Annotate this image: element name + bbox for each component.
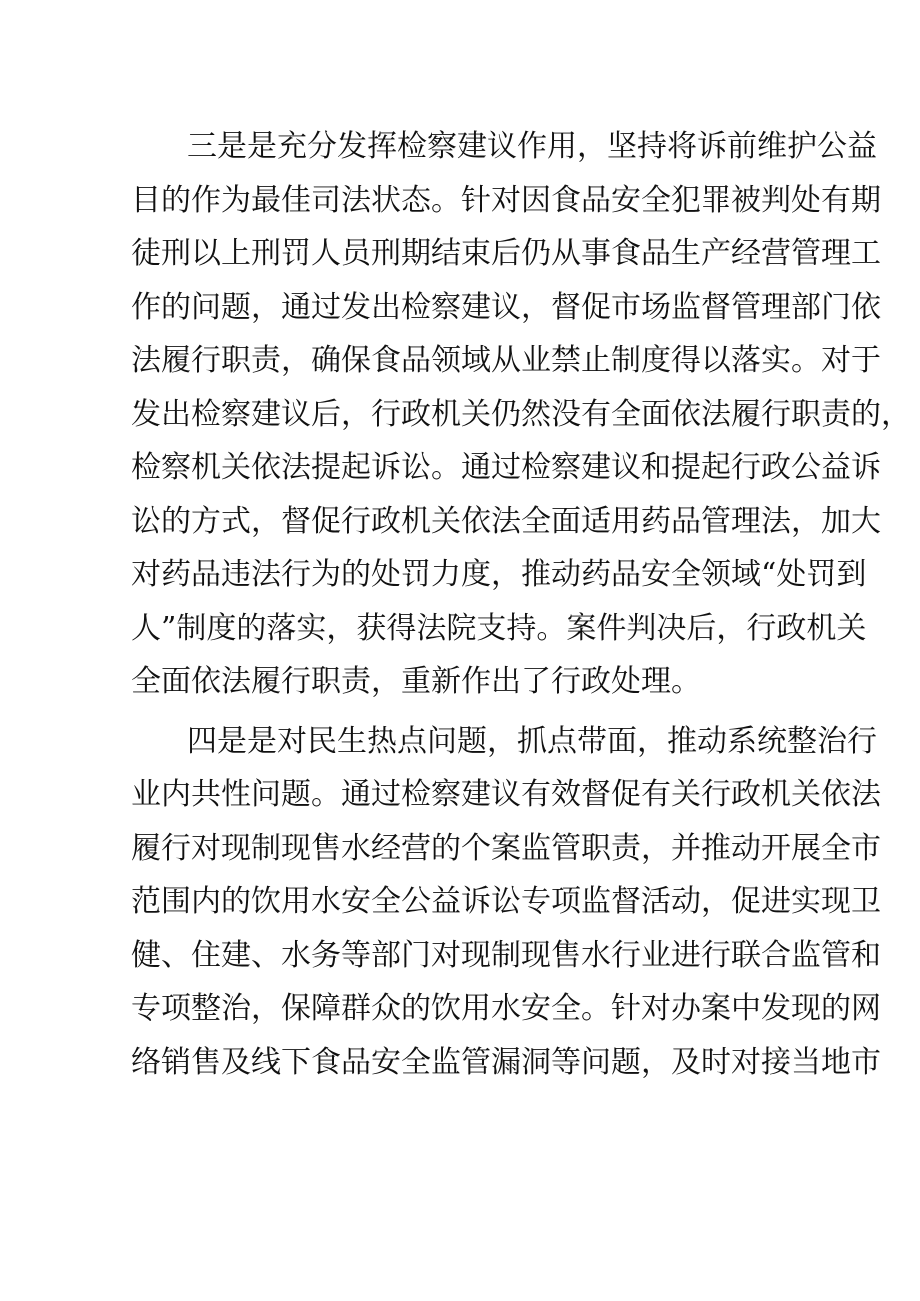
paragraph-line: 三是是充分发挥检察建议作用，坚持将诉前维护公益 — [187, 129, 877, 164]
paragraph-line: 全面依法履行职责，重新作出了行政处理。 — [131, 664, 701, 699]
paragraph-line: 四是是对民生热点问题，抓点带面，推动系统整治行 — [187, 723, 877, 759]
paragraph-line: 检察机关依法提起诉讼。通过检察建议和提起行政公益诉 — [131, 450, 881, 485]
paragraph-line: 履行对现制现售水经营的个案监管职责，并推动开展全市 — [131, 830, 881, 866]
paragraph-line: 目的作为最佳司法状态。针对因食品安全犯罪被判处有期 — [131, 182, 881, 218]
document-body — [131, 120, 911, 1089]
paragraph-line: 健、住建、水务等部门对现制现售水行业进行联合监管和 — [131, 937, 881, 973]
paragraph-1 — [131, 120, 911, 709]
paragraph-line: 讼的方式，督促行政机关依法全面适用药品管理法，加大 — [131, 503, 881, 539]
paragraph-line: 对药品违法行为的处罚力度，推动药品安全领域“处罚到 — [131, 557, 867, 592]
paragraph-line: 络销售及线下食品安全监管漏洞等问题，及时对接当地市 — [131, 1044, 881, 1080]
paragraph-line: 法履行职责，确保食品领域从业禁止制度得以落实。对于 — [131, 343, 881, 378]
paragraph-line: 人”制度的落实，获得法院支持。案件判决后，行政机关 — [131, 610, 867, 646]
paragraph-line: 作的问题，通过发出检察建议，督促市场监督管理部门依 — [131, 289, 881, 325]
paragraph-2 — [131, 715, 881, 1090]
paragraph-line: 徒刑以上刑罚人员刑期结束后仍从事食品生产经营管理工 — [131, 236, 881, 271]
paragraph-line: 范围内的饮用水安全公益诉讼专项监督活动，促进实现卫 — [131, 884, 881, 919]
paragraph-line: 发出检察建议后，行政机关仍然没有全面依法履行职责的， — [131, 396, 911, 432]
paragraph-line: 专项整治，保障群众的饮用水安全。针对办案中发现的网 — [131, 991, 881, 1026]
paragraph-line: 业内共性问题。通过检察建议有效督促有关行政机关依法 — [131, 777, 881, 812]
